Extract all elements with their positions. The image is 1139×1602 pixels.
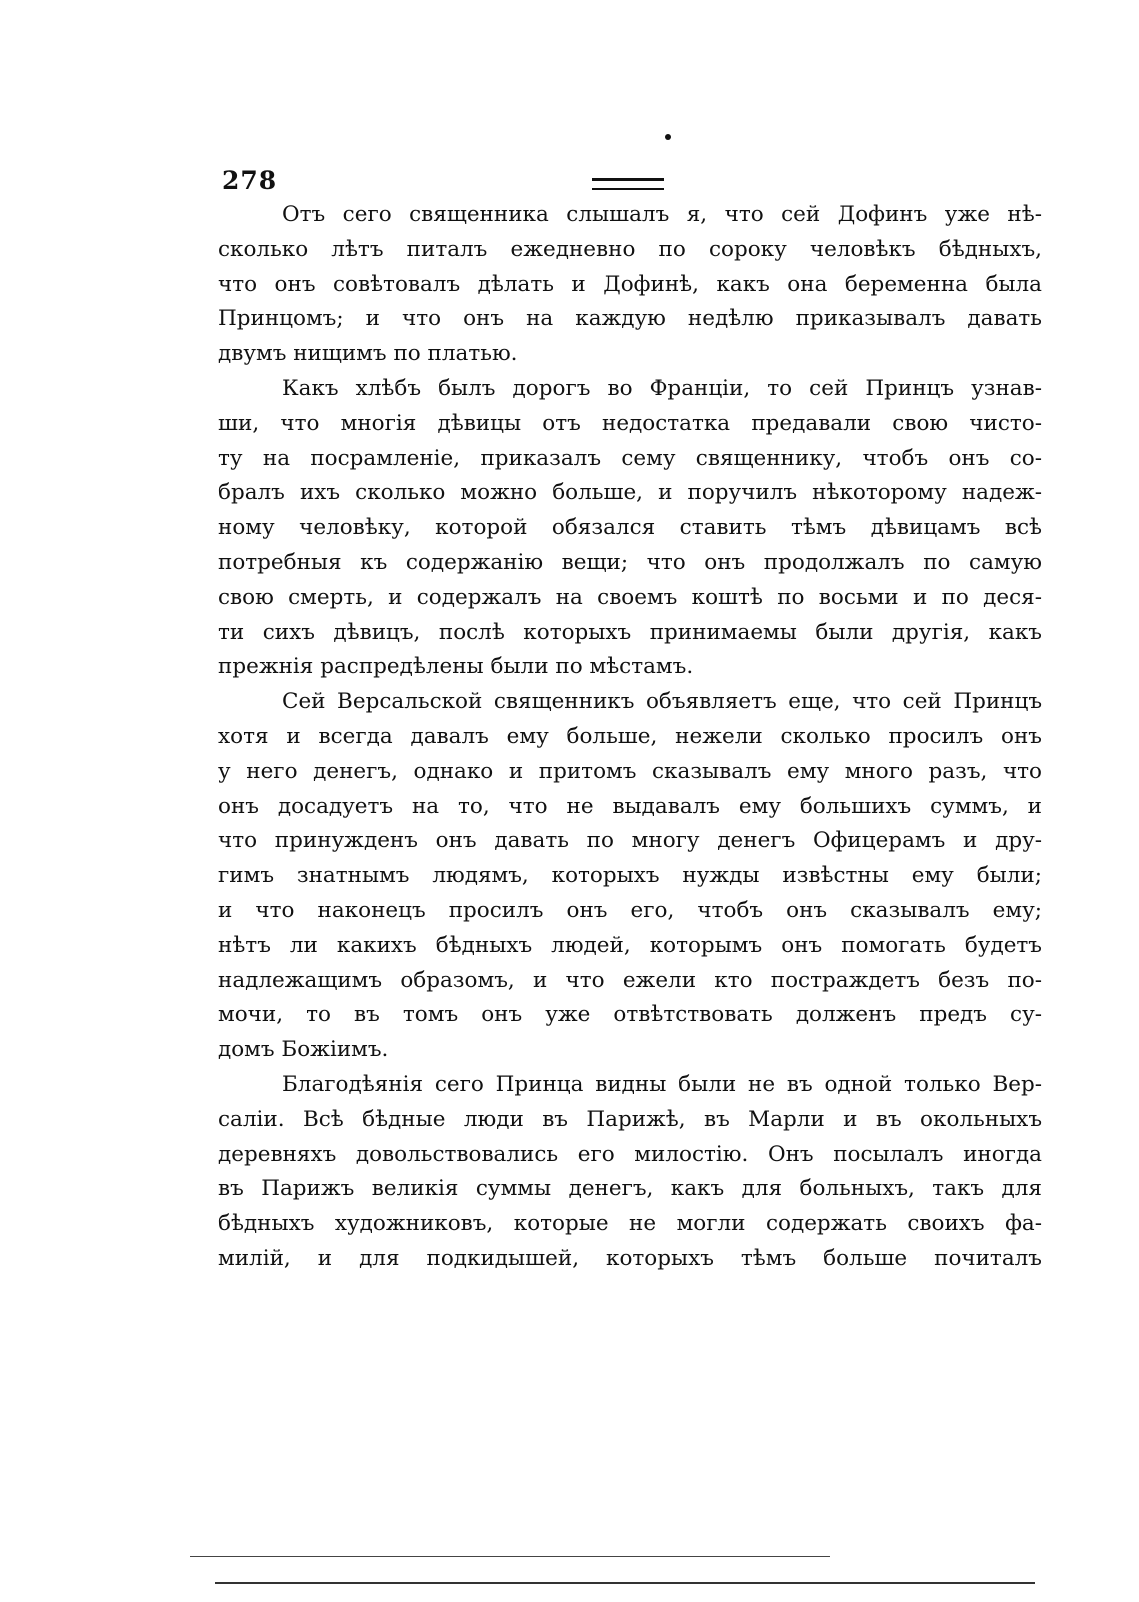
text-line: хотя и всегда давалъ ему больше, нежели сколько просилъ онъ <box>218 723 1042 749</box>
text-line: деревняхъ довольствовались его милостію. Онъ посылалъ иногда <box>218 1141 1042 1167</box>
scan-edge-line <box>215 1582 1035 1584</box>
page-header <box>222 160 1058 200</box>
body-text <box>218 198 1042 1277</box>
scan-edge-line <box>190 1556 830 1557</box>
text-line: гимъ знатнымъ людямъ, которыхъ нужды извѣстны ему были; <box>218 863 1042 889</box>
text-line: ти сихъ дѣвицъ, послѣ которыхъ принимаемы были другія, какъ <box>218 619 1042 645</box>
text-line: Отъ сего священника слышалъ я, что сей Дофинъ уже нѣ- <box>282 202 1042 227</box>
text-line: домъ Божіимъ. <box>218 1037 389 1063</box>
text-line: въ Парижъ великія суммы денегъ, какъ для больныхъ, такъ для <box>218 1176 1042 1202</box>
ink-dot <box>665 134 671 140</box>
text-line: саліи. Всѣ бѣдные люди въ Парижѣ, въ Марли и въ окольныхъ <box>218 1106 1042 1132</box>
page-number: 278 <box>222 166 278 195</box>
text-line: прежнія распредѣлены были по мѣстамъ. <box>218 654 694 680</box>
text-line: Сей Версальской священникъ объявляетъ еще, что сей Принцъ <box>282 689 1042 715</box>
text-line: потребныя къ содержанію вещи; что онъ продолжалъ по самую <box>218 549 1042 575</box>
text-line: что онъ совѣтовалъ дѣлать и Дофинѣ, какъ она беременна была <box>218 271 1042 297</box>
text-line: Принцомъ; и что онъ на каждую недѣлю приказывалъ давать <box>218 306 1042 332</box>
text-line: бѣдныхъ художниковъ, которые не могли содержать своихъ фа- <box>218 1211 1042 1237</box>
text-line: свою смерть, и содержалъ на своемъ коштѣ по восьми и по деся- <box>218 584 1042 610</box>
text-line: онъ досадуетъ на то, что не выдавалъ ему большихъ суммъ, и <box>218 793 1042 819</box>
text-line: нѣтъ ли какихъ бѣдныхъ людей, которымъ онъ помогать будетъ <box>218 932 1042 958</box>
text-line: что принужденъ онъ давать по многу денегъ Офицерамъ и дру- <box>218 828 1042 854</box>
text-line: ту на посрамленіе, приказалъ сему священнику, чтобъ онъ со- <box>218 445 1042 471</box>
text-line: бралъ ихъ сколько можно больше, и поручилъ нѣкоторому надеж- <box>218 480 1042 506</box>
text-line: Какъ хлѣбъ былъ дорогъ во Франціи, то сей Принцъ узнав- <box>282 375 1042 401</box>
header-ornament-rule <box>592 178 664 190</box>
text-line: ному человѣку, которой обязался ставить тѣмъ дѣвицамъ всѣ <box>218 515 1042 541</box>
text-line: и что наконецъ просилъ онъ его, чтобъ онъ сказывалъ ему; <box>218 897 1042 923</box>
text-line: надлежащимъ образомъ, и что ежели кто постраждетъ безъ по- <box>218 967 1042 993</box>
text-line: у него денегъ, однако и притомъ сказывалъ ему много разъ, что <box>218 758 1042 784</box>
text-line: Благодѣянія сего Принца видны были не въ одной только Вер- <box>282 1071 1042 1097</box>
text-line: ши, что многія дѣвицы отъ недостатка предавали свою чисто- <box>218 410 1042 436</box>
text-line: милій, и для подкидышей, которыхъ тѣмъ больше почиталъ <box>218 1245 1042 1271</box>
text-line: двумъ нищимъ по платью. <box>218 341 518 367</box>
text-line: мочи, то въ томъ онъ уже отвѣтствовать долженъ предъ су- <box>218 1002 1042 1028</box>
text-line: сколько лѣтъ питалъ ежедневно по сороку человѣкъ бѣдныхъ, <box>218 236 1042 262</box>
